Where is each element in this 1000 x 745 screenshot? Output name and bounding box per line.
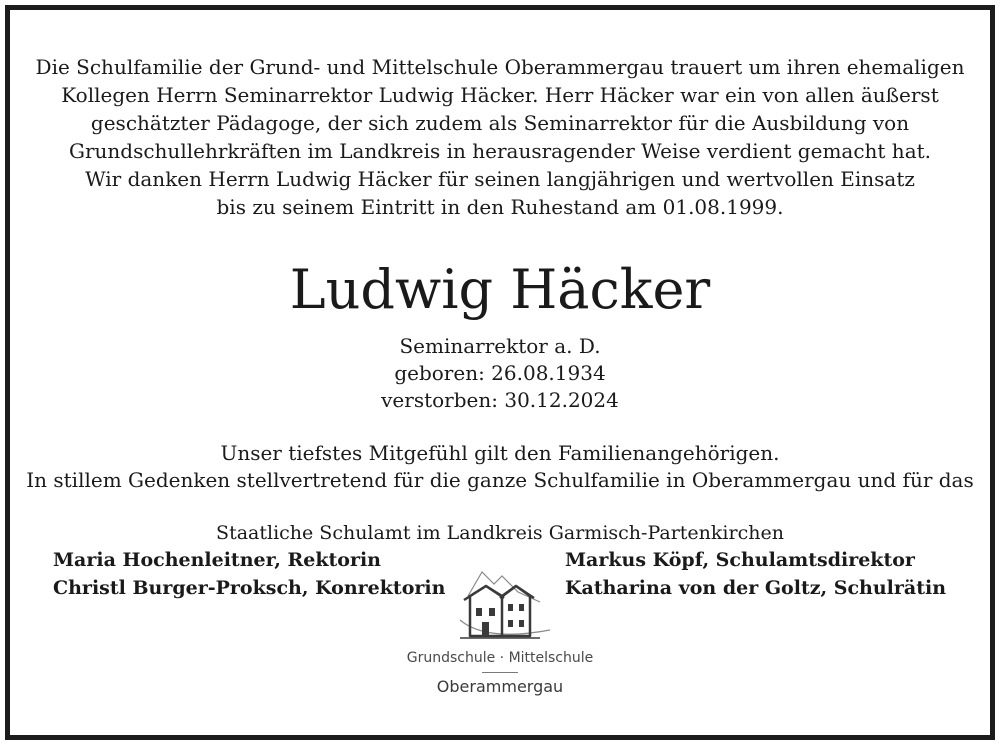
signature-school-director: Markus Köpf, Schulamtsdirektor: [565, 549, 915, 571]
intro-paragraph: [0, 53, 1000, 221]
deceased-name: Ludwig Häcker: [289, 258, 711, 321]
birth-date: geboren: 26.08.1934: [394, 361, 606, 385]
intro-line: Wir danken Herrn Ludwig Häcker für seinen langjährigen und wertvollen Einsatz: [85, 167, 915, 191]
death-date: verstorben: 30.12.2024: [381, 388, 619, 412]
signature-principal: Maria Hochenleitner, Rektorin: [53, 549, 382, 571]
signatures-left: [53, 546, 445, 602]
signatures-right: [565, 546, 946, 602]
condolence-paragraph: [0, 440, 1000, 494]
school-logo: [390, 558, 610, 708]
signature-vice-principal: Christl Burger-Proksch, Konrektorin: [53, 577, 446, 599]
deceased-details: [0, 333, 1000, 414]
deceased-title: Seminarrektor a. D.: [399, 334, 601, 358]
logo-divider: [482, 672, 518, 673]
intro-line: Die Schulfamilie der Grund- und Mittelschule Oberammergau trauert um ihren ehemaligen: [35, 55, 965, 79]
intro-line: Grundschullehrkräften im Landkreis in herausragender Weise verdient gemacht hat.: [68, 139, 932, 163]
intro-line: Kollegen Herrn Seminarrektor Ludwig Häcker. Herr Häcker war ein von allen äußerst: [61, 83, 939, 107]
logo-town: Oberammergau: [436, 677, 564, 696]
logo-school-type: Grundschule · Mittelschule: [406, 650, 594, 666]
intro-line: geschätzter Pädagoge, der sich zudem als Seminarrektor für die Ausbildung von: [90, 111, 910, 135]
signature-school-councillor: Katharina von der Goltz, Schulrätin: [565, 577, 947, 599]
school-houses-mountain-icon: [390, 558, 610, 650]
condolence-line: Unser tiefstes Mitgefühl gilt den Familienangehörigen.: [220, 441, 780, 465]
school-authority: Staatliche Schulamt im Landkreis Garmisch-Partenkirchen: [216, 522, 784, 544]
condolence-line: In stillem Gedenken stellvertretend für die ganze Schulfamilie in Oberammergau und für das: [26, 468, 974, 492]
intro-line: bis zu seinem Eintritt in den Ruhestand am 01.08.1999.: [216, 195, 784, 219]
